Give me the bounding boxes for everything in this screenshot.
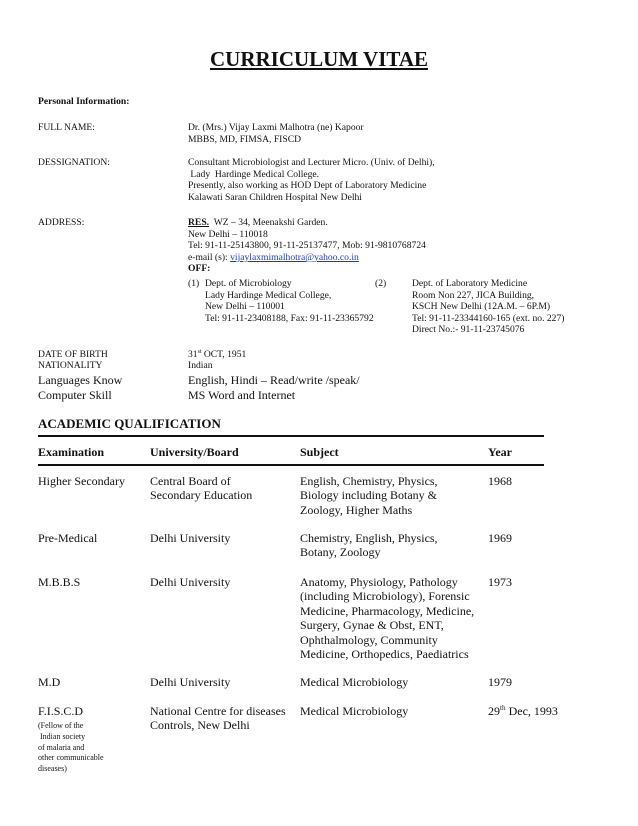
subject-cell: Medical Microbiology	[300, 704, 409, 718]
year-cell: 1979	[488, 675, 512, 689]
res-line: Tel: 91-11-25143800, 91-11-25137477, Mob: 91-9810768724	[188, 240, 426, 252]
year-cell: 1968	[488, 474, 512, 488]
board-cell: Delhi University	[150, 575, 231, 589]
off-label: OFF:	[188, 263, 211, 275]
office-2-line: Tel: 91-11-23344160-165 (ext. no. 227)	[412, 312, 565, 324]
full-name-line: MBBS, MD, FIMSA, FISCD	[188, 133, 302, 145]
office-2-address	[412, 278, 564, 336]
personal-info-heading: Personal Information:	[38, 96, 130, 107]
document-title: CURRICULUM VITAE	[210, 47, 428, 71]
academic-heading: ACADEMIC QUALIFICATION	[38, 416, 221, 431]
dob-rest: OCT, 1951	[201, 349, 247, 360]
languages-label: Languages Know	[38, 373, 123, 387]
office-2-line: KSCH New Delhi (12A.M. – 6P.M)	[412, 301, 551, 313]
year-cell: 29th Dec, 1993	[488, 704, 558, 718]
subject-cell: Medical Microbiology	[300, 675, 409, 689]
dob-suffix: st	[197, 348, 202, 355]
res-label: RES.	[188, 217, 210, 228]
designation-label: DESSIGNATION:	[38, 157, 110, 168]
board-cell: National Centre for diseases Controls, New Delhi	[150, 704, 286, 733]
office-1-line: Tel: 91-11-23408188, Fax: 91-11-23365792	[205, 312, 374, 324]
office-1-line: New Delhi – 110001	[205, 301, 285, 313]
office-1-number: (1)	[188, 278, 200, 289]
designation-value	[188, 157, 435, 203]
computer-skill-value: MS Word and Internet	[188, 388, 296, 402]
office-2-line: Direct No.:- 91-11-23745076	[412, 324, 525, 336]
board-cell: Central Board of Secondary Education	[150, 474, 253, 503]
dob-day: 31	[188, 349, 198, 360]
email-label: e-mail (s):	[188, 251, 228, 263]
designation-line: Consultant Microbiologist and Lecturer Micro. (Univ. of Delhi),	[188, 157, 435, 168]
designation-line: Kalawati Saran Children Hospital New Delhi	[188, 191, 362, 203]
address-value	[188, 217, 426, 275]
full-name-value	[188, 122, 364, 145]
office-2-line: Room Non 227, JICA Building,	[412, 289, 535, 301]
nationality-label: NATIONALITY	[38, 360, 103, 371]
office-1-line: Lady Hardinge Medical College,	[205, 289, 332, 301]
full-name-label: FULL NAME:	[38, 122, 95, 133]
office-1-line: Dept. of Microbiology	[205, 278, 292, 289]
res-line: New Delhi – 110018	[188, 228, 268, 240]
office-1-address	[205, 278, 374, 324]
table-top-rule	[38, 435, 544, 437]
designation-line: Presently, also working as HOD Dept of Laboratory Medicine	[188, 180, 427, 192]
board-cell: Delhi University	[150, 531, 231, 545]
res-line: WZ – 34, Meenakshi Garden.	[213, 217, 328, 228]
board-cell: Delhi University	[150, 675, 231, 689]
computer-skill-label: Computer Skill	[38, 388, 112, 402]
exam-cell: Higher Secondary	[38, 474, 125, 488]
dob-label: DATE OF BIRTH	[38, 349, 108, 360]
year-cell: 1973	[488, 575, 512, 589]
address-label: ADDRESS:	[38, 217, 85, 228]
full-name-line: Dr. (Mrs.) Vijay Laxmi Malhotra (ne) Kapoor	[188, 122, 364, 133]
column-header-examination: Examination	[38, 445, 105, 459]
exam-note: (Fellow of the Indian society of malaria and other communicable diseases)	[38, 721, 104, 774]
column-header-year: Year	[488, 445, 512, 459]
subject-cell: Anatomy, Physiology, Pathology (including Microbiology), Forensic Medicine, Pharmacology, Medicine, Surgery, Gynae & Obst, ENT, Ophthalmology, Community Medicine, Orthopedics, Paediatrics	[300, 575, 475, 662]
office-2-line: Dept. of Laboratory Medicine	[412, 278, 528, 289]
column-header-university: University/Board	[150, 445, 239, 459]
column-header-subject: Subject	[300, 445, 339, 459]
nationality-value: Indian	[188, 360, 213, 371]
designation-line: Lady Hardinge Medical College.	[188, 168, 320, 180]
languages-value: English, Hindi – Read/write /speak/	[188, 373, 360, 387]
exam-cell: Pre-Medical	[38, 531, 98, 545]
table-header-rule	[38, 464, 544, 466]
office-2-number: (2)	[375, 278, 387, 289]
email-link[interactable]: vijaylaxmimalhotra@yahoo.co.in	[230, 251, 359, 263]
exam-cell: M.B.B.S	[38, 575, 81, 589]
exam-cell: F.I.S.C.D	[38, 704, 84, 718]
exam-cell: M.D	[38, 675, 61, 689]
year-cell: 1969	[488, 531, 512, 545]
subject-cell: English, Chemistry, Physics, Biology including Botany & Zoology, Higher Maths	[300, 474, 438, 517]
dob-value	[188, 349, 246, 361]
subject-cell: Chemistry, English, Physics, Botany, Zoology	[300, 531, 438, 560]
